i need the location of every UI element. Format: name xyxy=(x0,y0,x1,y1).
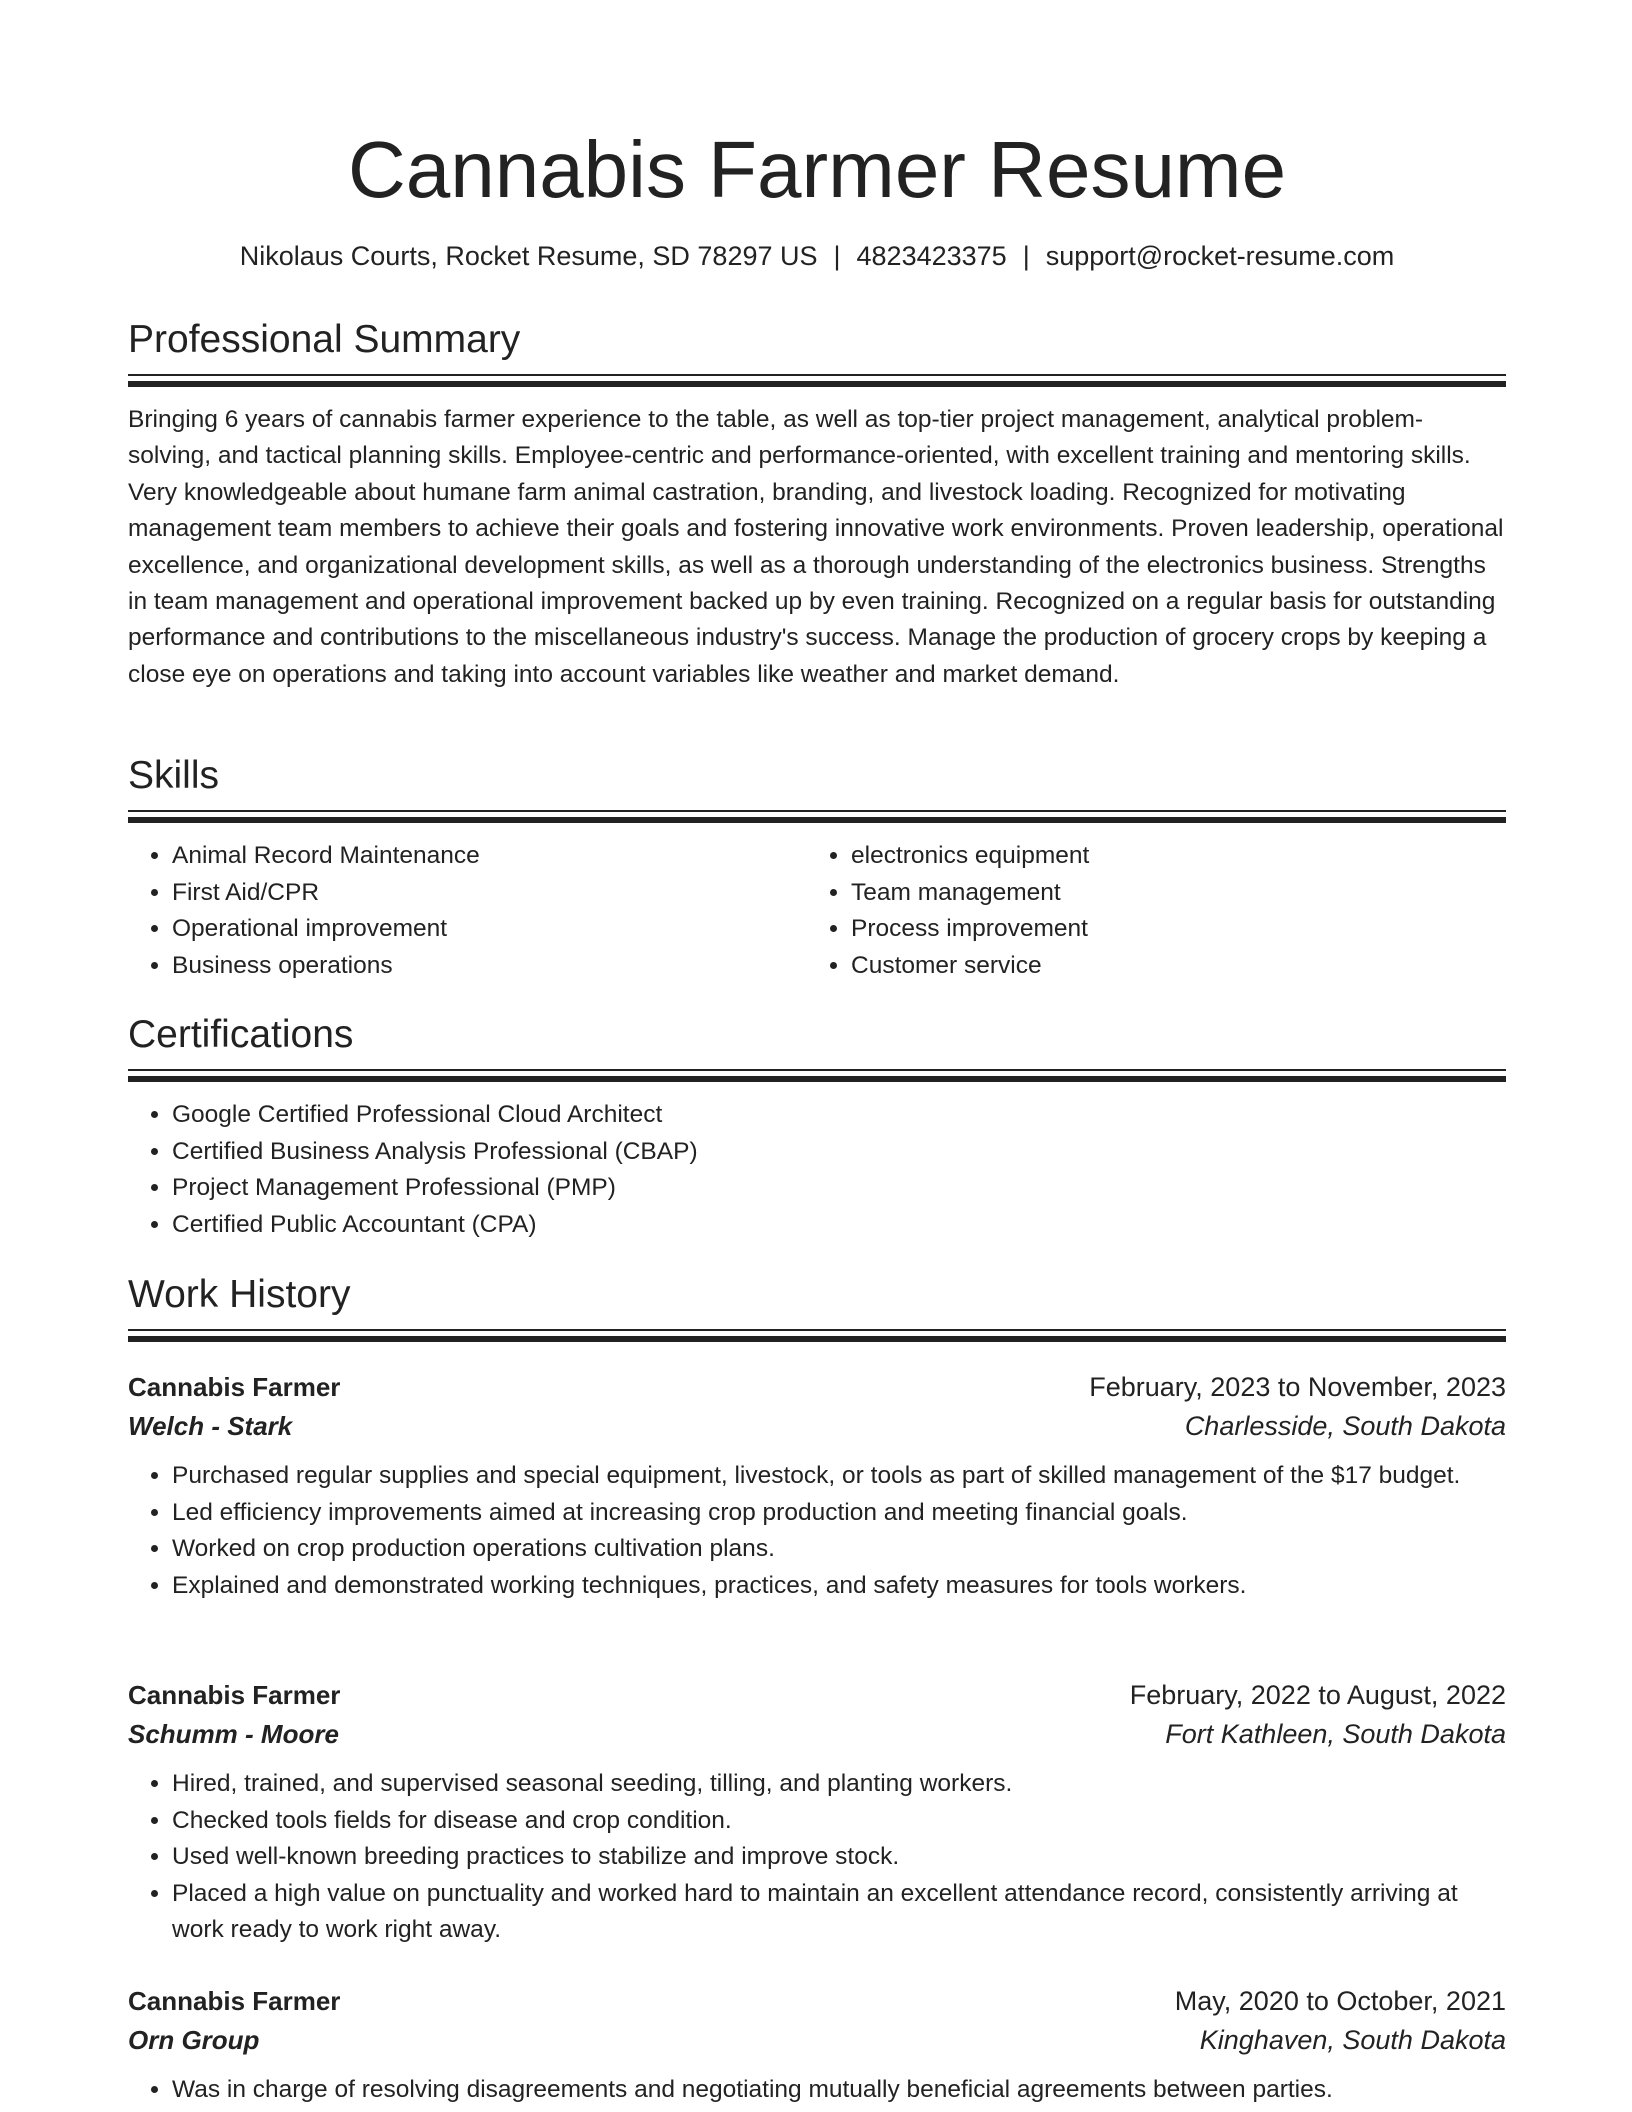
job-bullets xyxy=(128,1458,1506,1604)
skills-list xyxy=(128,838,1506,984)
job-bullets xyxy=(128,2072,1506,2109)
job-title: Cannabis Farmer xyxy=(128,1986,341,2016)
certification-item: • Google Certified Professional Cloud Architect xyxy=(172,1097,1506,1134)
skill-item: • Customer service xyxy=(851,948,1486,985)
work-rule xyxy=(128,1329,1506,1342)
skill-item: • Animal Record Maintenance xyxy=(172,838,807,875)
skills-column-left xyxy=(128,838,807,984)
resume-title: Cannabis Farmer Resume xyxy=(347,125,1287,214)
job-entry xyxy=(128,1982,1506,2109)
job-entry xyxy=(128,1368,1506,1604)
job-bullet: • Placed a high value on punctuality and worked hard to maintain an excellent attendance record, consistently arriving at work ready to work right away. xyxy=(172,1876,1506,1949)
certification-item: • Certified Business Analysis Professional (CBAP) xyxy=(172,1134,1506,1171)
contact-separator: | xyxy=(1022,241,1030,271)
job-bullet: • Worked on crop production operations cultivation plans. xyxy=(172,1531,1506,1568)
skill-item: • electronics equipment xyxy=(851,838,1486,875)
job-dates: May, 2020 to October, 2021 xyxy=(1174,1986,1506,2016)
job-location: Fort Kathleen, South Dakota xyxy=(1165,1719,1506,1749)
work-heading: Work History xyxy=(128,1273,351,1316)
skill-item: • Business operations xyxy=(172,948,807,985)
work-heading-block xyxy=(128,1271,1506,1319)
job-entry xyxy=(128,1676,1506,1949)
contact-separator: | xyxy=(833,241,841,271)
job-title: Cannabis Farmer xyxy=(128,1680,341,1710)
certification-item: • Project Management Professional (PMP) xyxy=(172,1170,1506,1207)
skill-item: • Operational improvement xyxy=(172,911,807,948)
certifications-heading-block xyxy=(128,1011,1506,1059)
summary-text: Bringing 6 years of cannabis farmer experience to the table, as well as top-tier project management, analytical problem-solving, and tactical planning skills. Employee-centric and performance-oriented, with excellent training and mentoring skills. Very knowledgeable about humane farm animal castration, branding, and livestock loading. Recognized for motivating management team members to achieve their goals and fostering innovative work environments. Proven leadership, operational excellence, and organizational development skills, as well as a thorough understanding of the electronics business. Strengths in team management and operational improvement backed up by even training. Recognized on a regular basis for outstanding performance and contributions to the miscellaneous industry's success. Manage the production of grocery crops by keeping a close eye on operations and taking into account variables like weather and market demand. xyxy=(128,406,1504,688)
job-bullet: • Hired, trained, and supervised seasonal seeding, tilling, and planting workers. xyxy=(172,1766,1506,1803)
job-bullet: • Led efficiency improvements aimed at increasing crop production and meeting financial goals. xyxy=(172,1495,1506,1532)
job-bullet: • Was in charge of resolving disagreements and negotiating mutually beneficial agreements between parties. xyxy=(172,2072,1506,2109)
job-company: Schumm - Moore xyxy=(128,1719,339,1749)
skills-heading: Skills xyxy=(128,754,220,797)
skill-item: • First Aid/CPR xyxy=(172,875,807,912)
contact-line xyxy=(128,238,1506,274)
certifications-heading: Certifications xyxy=(128,1013,354,1056)
job-bullet: • Checked tools fields for disease and crop condition. xyxy=(172,1803,1506,1840)
skills-rule xyxy=(128,810,1506,823)
job-bullet: • Used well-known breeding practices to stabilize and improve stock. xyxy=(172,1839,1506,1876)
certification-item: • Certified Public Accountant (CPA) xyxy=(172,1207,1506,1244)
skills-column-right xyxy=(807,838,1486,984)
certifications-list xyxy=(128,1097,1506,1243)
job-bullets xyxy=(128,1766,1506,1949)
job-company: Welch - Stark xyxy=(128,1411,293,1441)
skill-item: • Process improvement xyxy=(851,911,1486,948)
job-company: Orn Group xyxy=(128,2025,260,2055)
skill-item: • Team management xyxy=(851,875,1486,912)
job-location: Kinghaven, South Dakota xyxy=(1199,2025,1506,2055)
contact-phone: 4823423375 xyxy=(856,241,1007,271)
summary-heading: Professional Summary xyxy=(128,318,521,361)
summary-heading-block xyxy=(128,316,1506,364)
job-dates: February, 2022 to August, 2022 xyxy=(1129,1680,1506,1710)
job-location: Charlesside, South Dakota xyxy=(1184,1411,1506,1441)
job-bullet: • Explained and demonstrated working techniques, practices, and safety measures for tools workers. xyxy=(172,1568,1506,1605)
skills-heading-block xyxy=(128,752,1506,800)
job-dates: February, 2023 to November, 2023 xyxy=(1089,1372,1506,1402)
contact-email: support@rocket-resume.com xyxy=(1045,241,1395,271)
certifications-rule xyxy=(128,1069,1506,1082)
contact-address: Nikolaus Courts, Rocket Resume, SD 78297 US xyxy=(239,241,818,271)
job-bullet: • Purchased regular supplies and special equipment, livestock, or tools as part of skilled management of the $17 budget. xyxy=(172,1458,1506,1495)
job-title: Cannabis Farmer xyxy=(128,1372,341,1402)
summary-rule xyxy=(128,374,1506,387)
